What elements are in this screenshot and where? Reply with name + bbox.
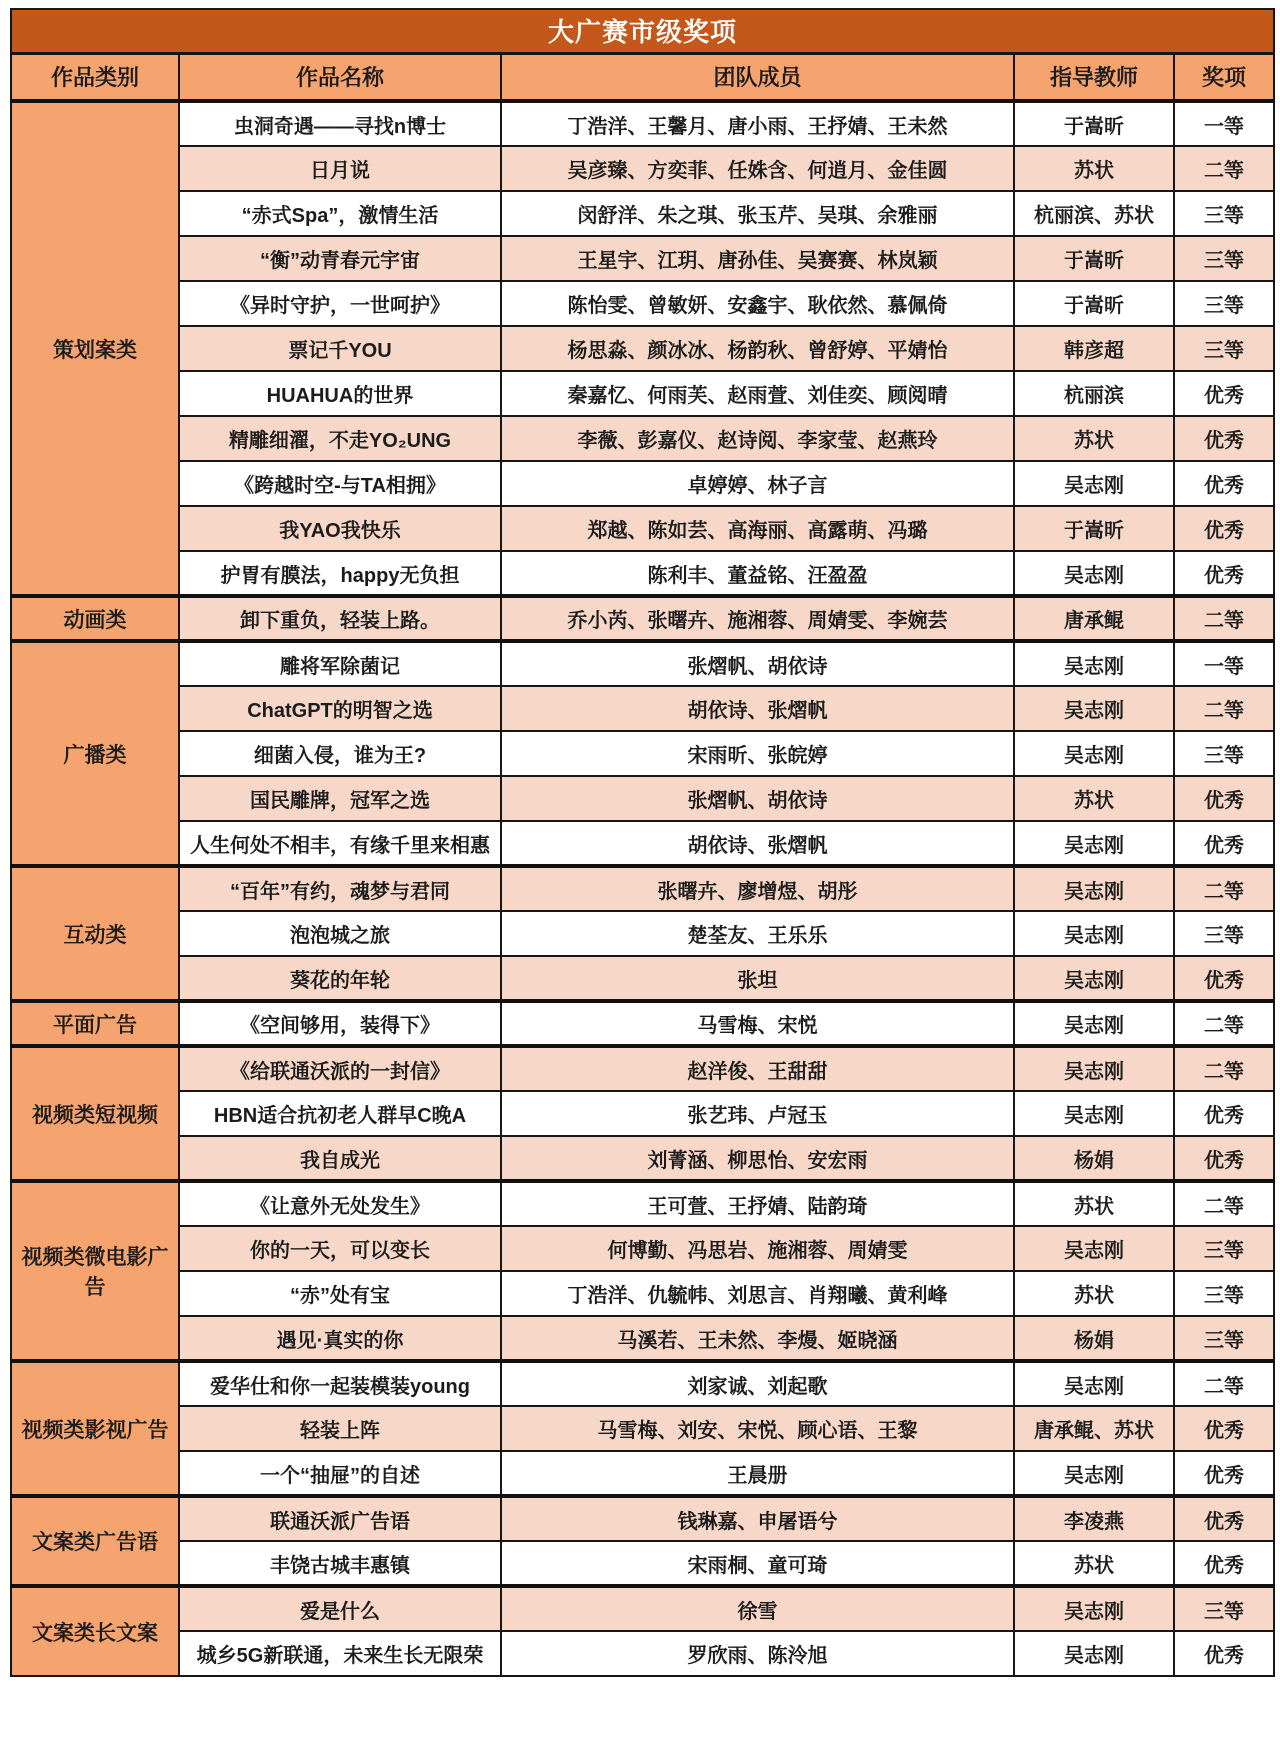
- teacher-cell: 于嵩昕: [1014, 281, 1174, 326]
- members-cell: 胡依诗、张熠帆: [501, 686, 1014, 731]
- members-cell: 李薇、彭嘉仪、赵诗阅、李家莹、赵燕玲: [501, 416, 1014, 461]
- table-row: [11, 281, 1274, 326]
- table-row: [11, 1181, 1274, 1226]
- table-row: [11, 506, 1274, 551]
- teacher-cell: 吴志刚: [1014, 641, 1174, 686]
- members-cell: 张曙卉、廖增煜、胡彤: [501, 866, 1014, 911]
- award-cell: 优秀: [1174, 776, 1274, 821]
- table-row: [11, 101, 1274, 146]
- work-name-cell: 《异时守护，一世呵护》: [179, 281, 501, 326]
- table-row: [11, 1586, 1274, 1631]
- award-cell: 三等: [1174, 281, 1274, 326]
- work-name-cell: 轻装上阵: [179, 1406, 501, 1451]
- category-cell: 策划案类: [11, 101, 179, 596]
- category-cell: 平面广告: [11, 1001, 179, 1046]
- table-row: [11, 686, 1274, 731]
- work-name-cell: HBN适合抗初老人群早C晚A: [179, 1091, 501, 1136]
- work-name-cell: 遇见·真实的你: [179, 1316, 501, 1361]
- award-cell: 一等: [1174, 641, 1274, 686]
- table-row: [11, 1451, 1274, 1496]
- work-name-cell: 你的一天，可以变长: [179, 1226, 501, 1271]
- members-cell: 王星宇、江玥、唐孙佳、吴赛赛、林岚颖: [501, 236, 1014, 281]
- work-name-cell: 葵花的年轮: [179, 956, 501, 1001]
- work-name-cell: 国民雕牌，冠军之选: [179, 776, 501, 821]
- teacher-cell: 苏状: [1014, 416, 1174, 461]
- teacher-cell: 苏状: [1014, 146, 1174, 191]
- teacher-cell: 唐承鲲: [1014, 596, 1174, 641]
- title-row: [11, 9, 1274, 53]
- work-name-cell: 爱华仕和你一起装模装young: [179, 1361, 501, 1406]
- category-cell: 视频类微电影广告: [11, 1181, 179, 1361]
- award-cell: 优秀: [1174, 1406, 1274, 1451]
- work-name-cell: 精雕细濯，不走YO₂UNG: [179, 416, 501, 461]
- awards-table-wrap: [10, 8, 1273, 1677]
- work-name-cell: “百年”有约，魂梦与君同: [179, 866, 501, 911]
- award-cell: 优秀: [1174, 1091, 1274, 1136]
- work-name-cell: 卸下重负，轻装上路。: [179, 596, 501, 641]
- teacher-cell: 吴志刚: [1014, 1226, 1174, 1271]
- award-cell: 三等: [1174, 326, 1274, 371]
- category-cell: 动画类: [11, 596, 179, 641]
- award-cell: 优秀: [1174, 506, 1274, 551]
- teacher-cell: 吴志刚: [1014, 1451, 1174, 1496]
- award-cell: 二等: [1174, 1001, 1274, 1046]
- work-name-cell: 细菌入侵，谁为王?: [179, 731, 501, 776]
- work-name-cell: “赤”处有宝: [179, 1271, 501, 1316]
- work-name-cell: 虫洞奇遇——寻找n博士: [179, 101, 501, 146]
- work-name-cell: 《跨越时空-与TA相拥》: [179, 461, 501, 506]
- work-name-cell: 雕将军除菌记: [179, 641, 501, 686]
- award-cell: 优秀: [1174, 821, 1274, 866]
- work-name-cell: 我YAO我快乐: [179, 506, 501, 551]
- members-cell: 宋雨昕、张皖婷: [501, 731, 1014, 776]
- table-row: [11, 1496, 1274, 1541]
- members-cell: 钱琳嘉、申屠语兮: [501, 1496, 1014, 1541]
- teacher-cell: 吴志刚: [1014, 1046, 1174, 1091]
- teacher-cell: 吴志刚: [1014, 686, 1174, 731]
- table-row: [11, 371, 1274, 416]
- table-row: [11, 1316, 1274, 1361]
- members-cell: 乔小芮、张曙卉、施湘蓉、周婧雯、李婉芸: [501, 596, 1014, 641]
- members-cell: 郑越、陈如芸、高海丽、高露萌、冯璐: [501, 506, 1014, 551]
- award-cell: 三等: [1174, 731, 1274, 776]
- members-cell: 宋雨桐、童可琦: [501, 1541, 1014, 1586]
- table-row: [11, 821, 1274, 866]
- teacher-cell: 李凌燕: [1014, 1496, 1174, 1541]
- teacher-cell: 吴志刚: [1014, 821, 1174, 866]
- teacher-cell: 于嵩昕: [1014, 101, 1174, 146]
- work-name-cell: 票记千YOU: [179, 326, 501, 371]
- teacher-cell: 吴志刚: [1014, 1361, 1174, 1406]
- category-cell: 文案类广告语: [11, 1496, 179, 1586]
- work-name-cell: 联通沃派广告语: [179, 1496, 501, 1541]
- award-cell: 优秀: [1174, 1541, 1274, 1586]
- table-row: [11, 1136, 1274, 1181]
- table-row: [11, 191, 1274, 236]
- award-cell: 优秀: [1174, 1451, 1274, 1496]
- work-name-cell: 一个“抽屉”的自述: [179, 1451, 501, 1496]
- award-cell: 优秀: [1174, 956, 1274, 1001]
- table-row: [11, 146, 1274, 191]
- table-row: [11, 1271, 1274, 1316]
- members-cell: 徐雪: [501, 1586, 1014, 1631]
- teacher-cell: 苏状: [1014, 1181, 1174, 1226]
- members-cell: 楚荃友、王乐乐: [501, 911, 1014, 956]
- table-row: [11, 1361, 1274, 1406]
- members-cell: 马雪梅、刘安、宋悦、顾心语、王黎: [501, 1406, 1014, 1451]
- work-name-cell: ChatGPT的明智之选: [179, 686, 501, 731]
- members-cell: 陈利丰、董益铭、汪盈盈: [501, 551, 1014, 596]
- work-name-cell: 人生何处不相丰，有缘千里来相惠: [179, 821, 501, 866]
- teacher-cell: 杨娟: [1014, 1316, 1174, 1361]
- table-row: [11, 1541, 1274, 1586]
- table-row: [11, 866, 1274, 911]
- award-cell: 三等: [1174, 1226, 1274, 1271]
- teacher-cell: 吴志刚: [1014, 1631, 1174, 1676]
- work-name-cell: 《给联通沃派的一封信》: [179, 1046, 501, 1091]
- work-name-cell: 护胃有膜法，happy无负担: [179, 551, 501, 596]
- table-row: [11, 1406, 1274, 1451]
- column-header-work-name: 作品名称: [179, 53, 501, 101]
- award-cell: 优秀: [1174, 371, 1274, 416]
- award-cell: 三等: [1174, 191, 1274, 236]
- teacher-cell: 吴志刚: [1014, 956, 1174, 1001]
- members-cell: 张坦: [501, 956, 1014, 1001]
- table-row: [11, 956, 1274, 1001]
- table-row: [11, 911, 1274, 956]
- award-cell: 二等: [1174, 146, 1274, 191]
- members-cell: 刘家诚、刘起歌: [501, 1361, 1014, 1406]
- members-cell: 刘菁涵、柳思怡、安宏雨: [501, 1136, 1014, 1181]
- work-name-cell: 《让意外无处发生》: [179, 1181, 501, 1226]
- members-cell: 王晨册: [501, 1451, 1014, 1496]
- teacher-cell: 吴志刚: [1014, 731, 1174, 776]
- teacher-cell: 苏状: [1014, 1541, 1174, 1586]
- teacher-cell: 杨娟: [1014, 1136, 1174, 1181]
- members-cell: 丁浩洋、仇毓帏、刘思言、肖翔曦、黄利峰: [501, 1271, 1014, 1316]
- work-name-cell: “赤式Spa”，激情生活: [179, 191, 501, 236]
- members-cell: 何博勤、冯思岩、施湘蓉、周婧雯: [501, 1226, 1014, 1271]
- teacher-cell: 苏状: [1014, 776, 1174, 821]
- work-name-cell: 爱是什么: [179, 1586, 501, 1631]
- column-header-members: 团队成员: [501, 53, 1014, 101]
- teacher-cell: 韩彦超: [1014, 326, 1174, 371]
- work-name-cell: HUAHUA的世界: [179, 371, 501, 416]
- table-row: [11, 1091, 1274, 1136]
- column-header-category: 作品类别: [11, 53, 179, 101]
- work-name-cell: 我自成光: [179, 1136, 501, 1181]
- table-row: [11, 776, 1274, 821]
- members-cell: 王可萱、王抒婧、陆韵琦: [501, 1181, 1014, 1226]
- work-name-cell: 泡泡城之旅: [179, 911, 501, 956]
- page-title: 大广赛市级奖项: [11, 9, 1274, 53]
- members-cell: 张艺玮、卢冠玉: [501, 1091, 1014, 1136]
- members-cell: 马溪若、王未然、李熳、姬晓涵: [501, 1316, 1014, 1361]
- award-cell: 二等: [1174, 1046, 1274, 1091]
- table-row: [11, 551, 1274, 596]
- teacher-cell: 吴志刚: [1014, 1001, 1174, 1046]
- table-row: [11, 641, 1274, 686]
- award-cell: 三等: [1174, 911, 1274, 956]
- table-row: [11, 1631, 1274, 1676]
- column-header-award: 奖项: [1174, 53, 1274, 101]
- category-cell: 互动类: [11, 866, 179, 1001]
- category-cell: 视频类短视频: [11, 1046, 179, 1181]
- teacher-cell: 吴志刚: [1014, 1586, 1174, 1631]
- teacher-cell: 唐承鲲、苏状: [1014, 1406, 1174, 1451]
- table-row: [11, 1001, 1274, 1046]
- category-cell: 广播类: [11, 641, 179, 866]
- work-name-cell: “衡”动青春元宇宙: [179, 236, 501, 281]
- members-cell: 吴彦臻、方奕菲、任姝含、何逍月、金佳圆: [501, 146, 1014, 191]
- column-header-teacher: 指导教师: [1014, 53, 1174, 101]
- award-cell: 二等: [1174, 686, 1274, 731]
- teacher-cell: 吴志刚: [1014, 461, 1174, 506]
- award-cell: 优秀: [1174, 551, 1274, 596]
- category-cell: 视频类影视广告: [11, 1361, 179, 1496]
- teacher-cell: 于嵩昕: [1014, 506, 1174, 551]
- award-cell: 二等: [1174, 596, 1274, 641]
- work-name-cell: 丰饶古城丰惠镇: [179, 1541, 501, 1586]
- award-cell: 二等: [1174, 1181, 1274, 1226]
- table-row: [11, 236, 1274, 281]
- table-row: [11, 1226, 1274, 1271]
- work-name-cell: 《空间够用，装得下》: [179, 1001, 501, 1046]
- table-row: [11, 1046, 1274, 1091]
- awards-table: [10, 8, 1275, 1677]
- award-cell: 二等: [1174, 1361, 1274, 1406]
- teacher-cell: 于嵩昕: [1014, 236, 1174, 281]
- work-name-cell: 城乡5G新联通，未来生长无限荣: [179, 1631, 501, 1676]
- award-cell: 三等: [1174, 1271, 1274, 1316]
- award-cell: 三等: [1174, 1316, 1274, 1361]
- table-row: [11, 461, 1274, 506]
- award-cell: 优秀: [1174, 461, 1274, 506]
- table-row: [11, 596, 1274, 641]
- award-cell: 二等: [1174, 866, 1274, 911]
- table-row: [11, 731, 1274, 776]
- column-header-row: [11, 53, 1274, 101]
- award-cell: 优秀: [1174, 1136, 1274, 1181]
- members-cell: 胡依诗、张熠帆: [501, 821, 1014, 866]
- teacher-cell: 吴志刚: [1014, 1091, 1174, 1136]
- award-cell: 三等: [1174, 236, 1274, 281]
- award-cell: 优秀: [1174, 1496, 1274, 1541]
- category-cell: 文案类长文案: [11, 1586, 179, 1676]
- members-cell: 赵洋俊、王甜甜: [501, 1046, 1014, 1091]
- members-cell: 丁浩洋、王馨月、唐小雨、王抒婧、王未然: [501, 101, 1014, 146]
- members-cell: 罗欣雨、陈泠旭: [501, 1631, 1014, 1676]
- members-cell: 张熠帆、胡依诗: [501, 776, 1014, 821]
- awards-table-body: [11, 101, 1274, 1676]
- teacher-cell: 杭丽滨、苏状: [1014, 191, 1174, 236]
- members-cell: 卓婷婷、林子言: [501, 461, 1014, 506]
- members-cell: 闵舒洋、朱之琪、张玉芹、吴琪、余雅丽: [501, 191, 1014, 236]
- award-cell: 三等: [1174, 1586, 1274, 1631]
- award-cell: 一等: [1174, 101, 1274, 146]
- award-cell: 优秀: [1174, 416, 1274, 461]
- teacher-cell: 苏状: [1014, 1271, 1174, 1316]
- teacher-cell: 吴志刚: [1014, 551, 1174, 596]
- teacher-cell: 吴志刚: [1014, 866, 1174, 911]
- table-row: [11, 416, 1274, 461]
- members-cell: 杨思淼、颜冰冰、杨韵秋、曾舒婷、平婧怡: [501, 326, 1014, 371]
- table-row: [11, 326, 1274, 371]
- teacher-cell: 吴志刚: [1014, 911, 1174, 956]
- members-cell: 陈怡雯、曾敏妍、安鑫宇、耿依然、慕佩倚: [501, 281, 1014, 326]
- work-name-cell: 日月说: [179, 146, 501, 191]
- award-cell: 优秀: [1174, 1631, 1274, 1676]
- teacher-cell: 杭丽滨: [1014, 371, 1174, 416]
- members-cell: 马雪梅、宋悦: [501, 1001, 1014, 1046]
- members-cell: 秦嘉忆、何雨芙、赵雨萱、刘佳奕、顾阅晴: [501, 371, 1014, 416]
- members-cell: 张熠帆、胡依诗: [501, 641, 1014, 686]
